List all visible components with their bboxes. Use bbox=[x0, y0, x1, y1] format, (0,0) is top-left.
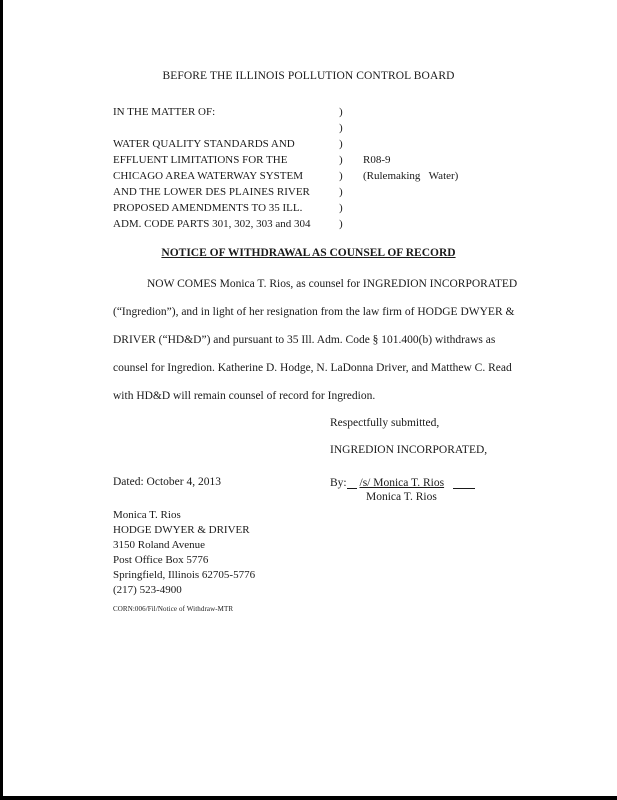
case-caption bbox=[113, 104, 458, 232]
printed-name: Monica T. Rios bbox=[366, 491, 437, 503]
caption-paren: ) bbox=[339, 138, 343, 150]
caption-row bbox=[113, 136, 458, 152]
caption-row bbox=[113, 104, 458, 120]
caption-row bbox=[113, 216, 458, 232]
caption-paren: ) bbox=[339, 186, 343, 198]
caption-paren: ) bbox=[339, 170, 343, 182]
caption-row bbox=[113, 152, 458, 168]
scan-left-edge bbox=[0, 0, 3, 800]
caption-row bbox=[113, 184, 458, 200]
caption-row bbox=[113, 120, 458, 136]
caption-paren: ) bbox=[339, 106, 343, 118]
company-name: INGREDION INCORPORATED, bbox=[330, 444, 488, 456]
caption-row bbox=[113, 168, 458, 184]
caption-left: PROPOSED AMENDMENTS TO 35 ILL. bbox=[113, 202, 303, 214]
address-line: Post Office Box 5776 bbox=[113, 554, 209, 566]
caption-paren: ) bbox=[339, 154, 343, 166]
address-line: HODGE DWYER & DRIVER bbox=[113, 524, 250, 536]
signature-block bbox=[330, 476, 475, 489]
dated-line: Dated: October 4, 2013 bbox=[113, 476, 221, 488]
caption-left: EFFLUENT LIMITATIONS FOR THE bbox=[113, 154, 288, 166]
body-line: (“Ingredion”), and in light of her resignation from the law firm of HODGE DWYER & bbox=[113, 306, 515, 318]
signature-line-segment bbox=[453, 476, 475, 489]
caption-paren: ) bbox=[339, 218, 343, 230]
address-line: Monica T. Rios bbox=[113, 509, 181, 521]
body-line: NOW COMES Monica T. Rios, as counsel for INGREDION INCORPORATED bbox=[147, 278, 518, 290]
caption-left: AND THE LOWER DES PLAINES RIVER bbox=[113, 186, 310, 198]
body-line: counsel for Ingredion. Katherine D. Hodge, N. LaDonna Driver, and Matthew C. Read bbox=[113, 362, 512, 374]
caption-left: IN THE MATTER OF: bbox=[113, 106, 216, 118]
scan-bottom-edge bbox=[0, 796, 617, 800]
caption-paren: ) bbox=[339, 202, 343, 214]
body-line: DRIVER (“HD&D”) and pursuant to 35 Ill. Adm. Code § 101.400(b) withdraws as bbox=[113, 334, 496, 346]
caption-left: ADM. CODE PARTS 301, 302, 303 and 304 bbox=[113, 218, 311, 230]
by-label: By: bbox=[330, 477, 347, 489]
caption-left: WATER QUALITY STANDARDS AND bbox=[113, 138, 295, 150]
signature-line-segment bbox=[347, 476, 357, 489]
caption-left bbox=[113, 120, 339, 136]
docket-number: R08-9 bbox=[363, 154, 391, 166]
board-title: BEFORE THE ILLINOIS POLLUTION CONTROL BOARD bbox=[162, 70, 455, 82]
closing: Respectfully submitted, bbox=[330, 417, 440, 429]
caption-left: CHICAGO AREA WATERWAY SYSTEM bbox=[113, 170, 303, 182]
address-line: (217) 523-4900 bbox=[113, 584, 182, 596]
address-line: 3150 Roland Avenue bbox=[113, 539, 206, 551]
docket-type: (Rulemaking Water) bbox=[363, 170, 459, 182]
caption-paren: ) bbox=[339, 122, 343, 134]
address-line: Springfield, Illinois 62705-5776 bbox=[113, 569, 256, 581]
attorney-address bbox=[113, 508, 255, 598]
notice-heading: NOTICE OF WITHDRAWAL AS COUNSEL OF RECORD bbox=[161, 247, 456, 259]
electronic-signature: /s/ Monica T. Rios bbox=[359, 477, 445, 489]
body-line: with HD&D will remain counsel of record for Ingredion. bbox=[113, 390, 376, 402]
footer-file-code: CORN:006/Fil/Notice of Withdraw-MTR bbox=[113, 605, 234, 613]
caption-row bbox=[113, 200, 458, 216]
